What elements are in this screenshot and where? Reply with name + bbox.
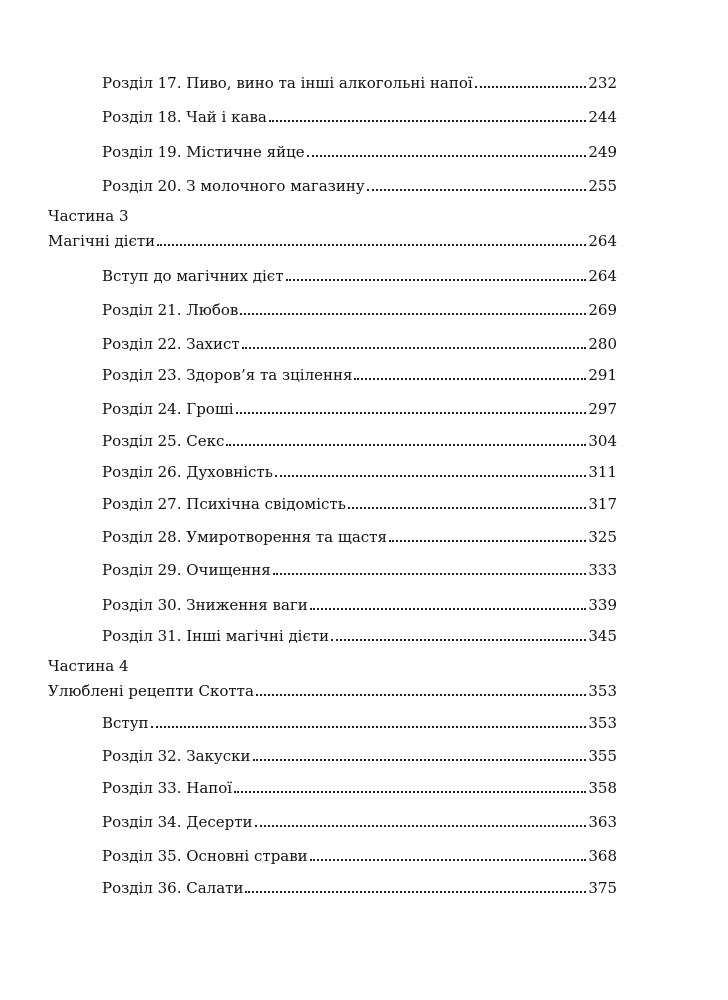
- toc-entry-chapter-33[interactable]: [102, 776, 617, 798]
- dot-leader: [310, 858, 587, 861]
- dot-leader: [310, 607, 587, 610]
- toc-entry-page: 317: [588, 495, 617, 513]
- dot-leader: [273, 572, 587, 575]
- toc-entry-chapter-19[interactable]: [102, 140, 617, 162]
- dot-leader: [236, 411, 587, 414]
- toc-entry-title: Розділ 35. Основні страви: [102, 847, 308, 865]
- toc-entry-page: 339: [588, 596, 617, 614]
- toc-entry-page: 264: [588, 232, 617, 250]
- toc-entry-page: 375: [588, 879, 617, 897]
- toc-entry-page: 345: [588, 627, 617, 645]
- toc-entry-page: 363: [588, 813, 617, 831]
- toc-entry-chapter-22[interactable]: [102, 332, 617, 354]
- toc-entry-title: Розділ 25. Секс: [102, 432, 225, 450]
- dot-leader: [307, 154, 587, 157]
- dot-leader: [348, 506, 586, 509]
- toc-entry-page: 297: [588, 400, 617, 418]
- toc-entry-chapter-35[interactable]: [102, 844, 617, 866]
- toc-entry-title: Магічні дієти: [48, 232, 156, 250]
- toc-entry-title: Розділ 26. Духовність: [102, 463, 273, 481]
- toc-entry-title: Розділ 20. З молочного магазину: [102, 177, 365, 195]
- toc-entry-page: 333: [588, 561, 617, 579]
- dot-leader: [354, 377, 586, 380]
- toc-entry-title: Розділ 17. Пиво, вино та інші алкогольні напої: [102, 74, 473, 92]
- dot-leader: [331, 638, 586, 641]
- toc-entry-page: 304: [588, 432, 617, 450]
- toc-entry-page: 232: [588, 74, 617, 92]
- toc-entry-chapter-36[interactable]: [102, 876, 617, 898]
- dot-leader: [367, 188, 587, 191]
- toc-entry-chapter-21[interactable]: [102, 298, 617, 320]
- toc-entry-chapter-20[interactable]: [102, 174, 617, 196]
- toc-entry-part-4-title[interactable]: [48, 679, 617, 701]
- toc-entry-page: 269: [588, 301, 617, 319]
- toc-entry-chapter-24[interactable]: [102, 397, 617, 419]
- toc-entry-chapter-34[interactable]: [102, 810, 617, 832]
- toc-entry-title: Розділ 32. Закуски: [102, 747, 251, 765]
- dot-leader: [286, 278, 587, 281]
- toc-entry-title: Вступ до магічних дієт: [102, 267, 284, 285]
- toc-entry-chapter-32[interactable]: [102, 744, 617, 766]
- part-4-label: Частина 4: [48, 657, 129, 675]
- toc-entry-intro-magic-diets[interactable]: [102, 264, 617, 286]
- toc-entry-title: Розділ 21. Любов: [102, 301, 239, 319]
- toc-entry-chapter-18[interactable]: [102, 105, 617, 127]
- toc-entry-page: 358: [588, 779, 617, 797]
- toc-entry-title: Розділ 24. Гроші: [102, 400, 234, 418]
- dot-leader: [256, 693, 586, 696]
- dot-leader: [389, 539, 586, 542]
- toc-entry-page: 244: [588, 108, 617, 126]
- dot-leader: [269, 119, 587, 122]
- toc-entry-title: Розділ 33. Напої: [102, 779, 233, 797]
- toc-entry-page: 291: [588, 366, 617, 384]
- toc-entry-chapter-17[interactable]: [102, 71, 617, 93]
- dot-leader: [240, 312, 586, 315]
- toc-entry-title: Розділ 18. Чай і кава: [102, 108, 267, 126]
- toc-entry-title: Розділ 31. Інші магічні дієти: [102, 627, 330, 645]
- toc-entry-page: 255: [588, 177, 617, 195]
- toc-entry-chapter-29[interactable]: [102, 558, 617, 580]
- toc-entry-chapter-28[interactable]: [102, 525, 617, 547]
- toc-entry-page: 353: [588, 714, 617, 732]
- dot-leader: [255, 824, 587, 827]
- toc-entry-page: 325: [588, 528, 617, 546]
- toc-entry-page: 353: [588, 682, 617, 700]
- toc-entry-part-3-title[interactable]: [48, 229, 617, 251]
- toc-entry-chapter-30[interactable]: [102, 593, 617, 615]
- toc-entry-page: 264: [588, 267, 617, 285]
- toc-entry-title: Розділ 28. Умиротворення та щастя: [102, 528, 387, 546]
- part-3-label: Частина 3: [48, 207, 129, 225]
- toc-entry-chapter-25[interactable]: [102, 429, 617, 451]
- toc-entry-page: 355: [588, 747, 617, 765]
- toc-entry-title: Вступ: [102, 714, 149, 732]
- dot-leader: [475, 85, 587, 88]
- toc-entry-title: Розділ 36. Салати: [102, 879, 244, 897]
- toc-entry-chapter-31[interactable]: [102, 624, 617, 646]
- dot-leader: [253, 758, 587, 761]
- toc-entry-title: Улюблені рецепти Скотта: [48, 682, 254, 700]
- dot-leader: [226, 443, 586, 446]
- toc-entry-page: 280: [588, 335, 617, 353]
- dot-leader: [275, 474, 586, 477]
- toc-entry-title: Розділ 27. Психічна свідомість: [102, 495, 346, 513]
- toc-entry-title: Розділ 30. Зниження ваги: [102, 596, 308, 614]
- toc-entry-chapter-26[interactable]: [102, 460, 617, 482]
- dot-leader: [151, 725, 587, 728]
- toc-entry-page: 311: [588, 463, 617, 481]
- toc-entry-chapter-23[interactable]: [102, 363, 617, 385]
- dot-leader: [157, 243, 586, 246]
- toc-entry-page: 368: [588, 847, 617, 865]
- toc-entry-page: 249: [588, 143, 617, 161]
- toc-entry-title: Розділ 22. Захист: [102, 335, 240, 353]
- toc-entry-title: Розділ 29. Очищення: [102, 561, 271, 579]
- toc-entry-intro-recipes[interactable]: [102, 711, 617, 733]
- toc-entry-title: Розділ 23. Здоров’я та зцілення: [102, 366, 353, 384]
- toc-entry-title: Розділ 34. Десерти: [102, 813, 253, 831]
- toc-entry-chapter-27[interactable]: [102, 492, 617, 514]
- dot-leader: [242, 346, 587, 349]
- dot-leader: [234, 790, 586, 793]
- dot-leader: [245, 890, 586, 893]
- toc-entry-title: Розділ 19. Містичне яйце: [102, 143, 305, 161]
